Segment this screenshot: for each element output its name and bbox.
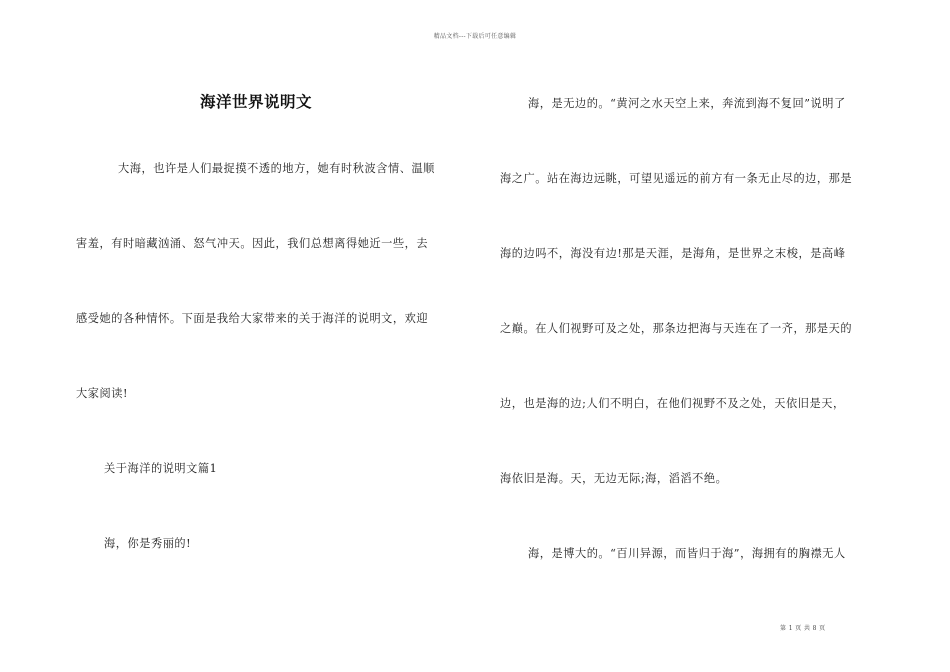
paragraph-line: 海，你是秀丽的! xyxy=(104,537,192,550)
article-title: 海洋世界说明文 xyxy=(200,92,313,111)
paragraph-line: 海，是博大的。“百川异源，而皆归于海”，海拥有的胸襟无人 xyxy=(528,547,846,560)
paragraph-line: 大家阅读! xyxy=(76,387,128,400)
paragraph-line: 之巅。在人们视野可及之处，那条边把海与天连在了一齐，那是天的 xyxy=(500,322,853,335)
section-heading: 关于海洋的说明文篇1 xyxy=(104,462,218,475)
paragraph-line: 海之广。站在海边远眺，可望见遥远的前方有一条无止尽的边，那是 xyxy=(500,172,853,185)
paragraph-line: 海的边吗不，海没有边!那是天涯，是海角，是世界之末梭，是高峰 xyxy=(500,247,846,260)
paragraph-line: 害羞，有时暗藏汹涌、怒气冲天。因此，我们总想离得她近一些，去 xyxy=(76,237,429,250)
paragraph-line: 海依旧是海。天，无边无际;海，滔滔不绝。 xyxy=(500,472,728,485)
paragraph-line: 感受她的各种情怀。下面是我给大家带来的关于海洋的说明文，欢迎 xyxy=(76,312,429,325)
paragraph-line: 海，是无边的。“黄河之水天空上来，奔流到海不复回”说明了 xyxy=(528,97,846,110)
page-header: 精品文档---下载后可任意编辑 xyxy=(433,33,517,40)
page-number: 第 1 页 共 8 页 xyxy=(780,625,826,632)
paragraph-line: 大海，也许是人们最捉摸不透的地方，她有时秋波含情、温顺 xyxy=(118,162,435,175)
paragraph-line: 边，也是海的边;人们不明白，在他们视野不及之处，天依旧是天， xyxy=(500,397,845,410)
